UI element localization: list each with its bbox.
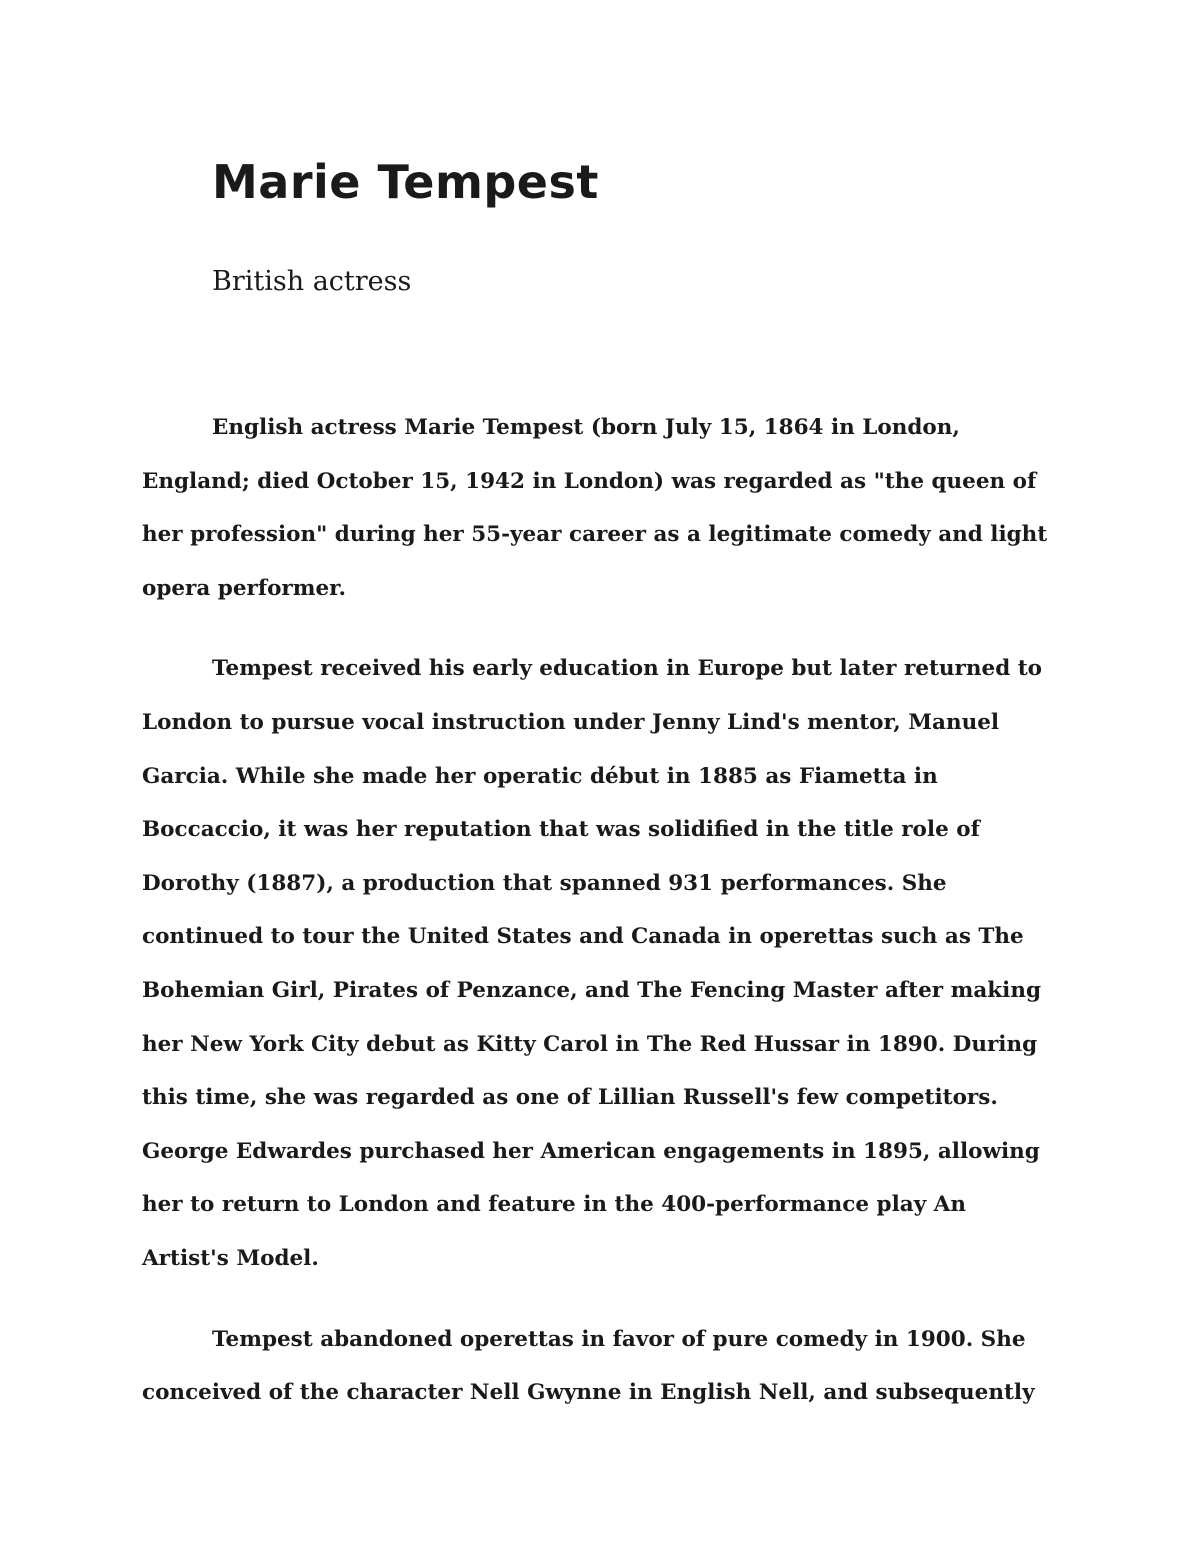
text-line: Tempest received his early education in Europe but later returned to: [212, 656, 1042, 682]
text-line: Tempest abandoned operettas in favor of pure comedy in 1900. She: [212, 1326, 1026, 1352]
text-line: her profession" during her 55-year career as a legitimate comedy and light: [142, 522, 1048, 548]
text-line: continued to tour the United States and Canada in operettas such as The: [142, 924, 1024, 950]
text-line: this time, she was regarded as one of Lillian Russell's few competitors.: [142, 1085, 998, 1111]
text-line: London to pursue vocal instruction under Jenny Lind's mentor, Manuel: [142, 709, 1000, 735]
paragraph-1: [142, 401, 1062, 615]
page-subtitle: British actress: [212, 266, 412, 297]
text-line: conceived of the character Nell Gwynne in English Nell, and subsequently: [142, 1380, 1035, 1406]
page-title: Marie Tempest: [212, 155, 599, 209]
text-line: opera performer.: [142, 575, 347, 601]
text-line: her New York City debut as Kitty Carol in The Red Hussar in 1890. During: [142, 1031, 1038, 1057]
text-line: Boccaccio, it was her reputation that was solidified in the title role of: [142, 817, 980, 843]
text-line: England; died October 15, 1942 in London) was regarded as "the queen of: [142, 468, 1037, 494]
paragraph-3: [142, 1313, 1062, 1420]
text-line: Bohemian Girl, Pirates of Penzance, and The Fencing Master after making: [142, 977, 1042, 1003]
text-line: her to return to London and feature in the 400-performance play An: [142, 1192, 966, 1218]
text-line: English actress Marie Tempest (born July 15, 1864 in London,: [212, 415, 960, 440]
text-line: Garcia. While she made her operatic début in 1885 as Fiametta in: [142, 763, 938, 789]
text-line: Dorothy (1887), a production that spanned 931 performances. She: [142, 870, 947, 896]
paragraph-2: [142, 642, 1062, 1285]
text-line: George Edwardes purchased her American engagements in 1895, allowing: [142, 1138, 1040, 1164]
document-body: [142, 401, 1062, 1447]
text-line: Artist's Model.: [142, 1245, 319, 1271]
